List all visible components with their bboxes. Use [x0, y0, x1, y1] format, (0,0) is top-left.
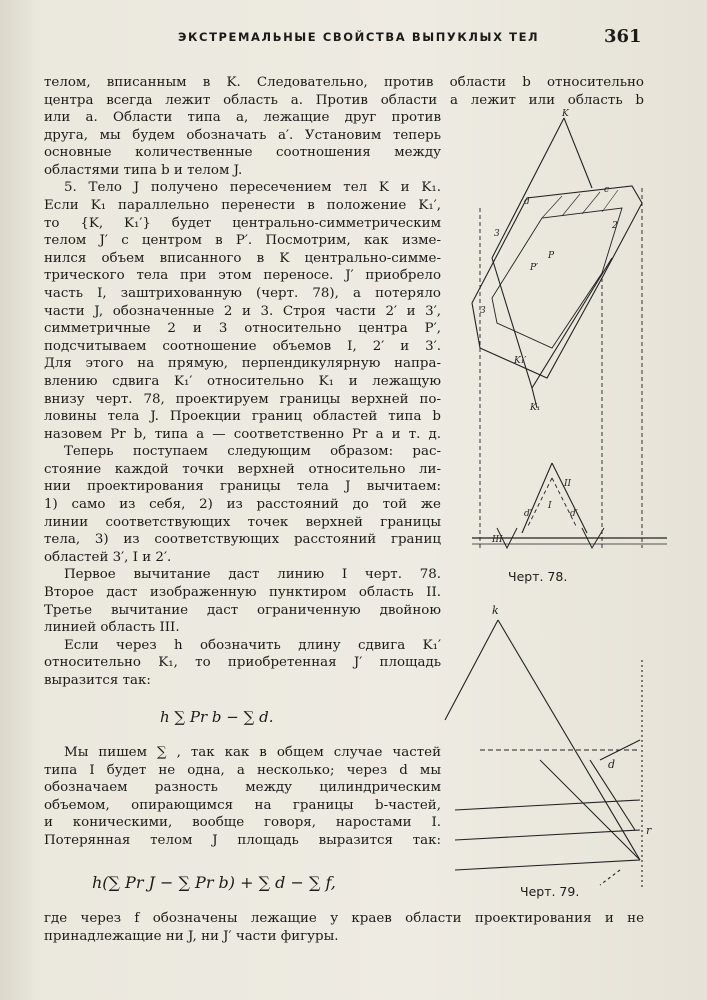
text-line: линией область III. — [44, 620, 180, 636]
text-line: или a. Области типа a, лежащие друг против — [44, 110, 441, 125]
label-II: II — [564, 479, 572, 489]
label-d79: d — [608, 758, 616, 771]
running-title: ЭКСТРЕМАЛЬНЫЕ СВОЙСТВА ВЫПУКЛЫХ ТЕЛ — [178, 30, 540, 44]
label-c: c — [604, 185, 610, 195]
text-line: друга, мы будем обозначать a′. Установим теперь — [44, 127, 441, 143]
text-line: ловины тела J. Проекции границ областей типа b — [44, 409, 441, 425]
text-line: влению сдвига K₁′ относительно K₁ и лежащую — [44, 373, 441, 389]
figure-78-caption: Черт. 78. — [508, 569, 568, 584]
text-line: телом J′ с центром в P′. Посмотрим, как изме- — [44, 233, 441, 249]
text-line: и коническими, вообще говоря, наростами I. — [44, 815, 441, 831]
text-line: то {K, K₁′} будет центрально-симметрическим — [44, 215, 441, 231]
text-line: типа I будет не одна, а несколько; через d мы — [44, 762, 441, 778]
text-line: принадлежащие ни J, ни J′ части фигуры. — [44, 928, 339, 944]
text-line: объемом, опирающимся на границы b-частей, — [44, 797, 441, 813]
main-column-lower — [44, 744, 441, 850]
text-line: тела, 3) из соответствующих расстояний границ — [44, 532, 441, 548]
formula-2: h(∑ Pr J − ∑ Pr b) + ∑ d − ∑ f, — [92, 873, 336, 892]
text-line: где через f обозначены лежащие у краев области проектирования и не — [44, 911, 644, 926]
text-line: нии проектирования границы тела J вычитаем: — [44, 479, 441, 495]
label-dpp: d′ — [570, 509, 578, 519]
text-line: Третье вычитание даст ограниченную двойною — [44, 602, 441, 618]
label-K1p: K₁′ — [514, 356, 527, 366]
label-Pp: P′ — [530, 263, 539, 273]
text-line: телом, вписанным в K. Следовательно, против области b относительно — [44, 75, 644, 90]
text-line: центра всегда лежит область a. Против области a лежит или область b — [44, 92, 644, 108]
text-line: Мы пишем ∑ , так как в общем случае частей — [64, 745, 441, 760]
text-line: назовем Pr b, типа a — соответственно Pr a и т. д. — [44, 426, 441, 442]
text-line: областями типа b и телом J. — [44, 162, 243, 178]
formula-1: h ∑ Pr b − ∑ d. — [160, 708, 274, 726]
text-line: Потерянная телом J площадь выразится так: — [44, 832, 441, 848]
text-line: основные количественные соотношения между — [44, 145, 441, 161]
label-d: d — [524, 197, 530, 207]
text-line: трического тела при этом переносе. J′ приобрело — [44, 268, 441, 284]
label-III: III — [492, 535, 503, 545]
text-line: внизу черт. 78, проектируем границы верхней по- — [44, 391, 441, 407]
label-K1: K₁ — [530, 403, 541, 413]
text-line: часть I, заштрихованную (черт. 78), а потеряло — [44, 285, 441, 301]
figure-79 — [440, 600, 665, 890]
text-line: областей 3′, I и 2′. — [44, 549, 172, 565]
final-paragraph — [44, 910, 644, 945]
main-column — [44, 109, 441, 690]
label-r79: r — [646, 824, 652, 837]
text-line: симметричные 2 и 3 относительно центра P′, — [44, 321, 441, 337]
label-2: 2 — [612, 221, 618, 231]
label-dp: d′ — [524, 509, 532, 519]
text-line: обозначаем разность между цилиндрическим — [44, 780, 441, 796]
text-line: относительно K₁, то приобретенная J′ площадь — [44, 655, 441, 671]
text-line: Если через h обозначить длину сдвига K₁′ — [64, 637, 441, 653]
text-line: 1) само из себя, 2) из расстояний до той же — [44, 497, 441, 513]
text-line: Второе даст изображенную пунктиром область II. — [44, 585, 441, 601]
text-line: 5. Тело J получено пересечением тел K и K₁. — [64, 180, 441, 196]
text-line: линии соответствующих точек верхней границы — [44, 514, 441, 530]
label-3b: 3 — [480, 306, 486, 316]
text-line: Для этого на прямую, перпендикулярную напра- — [44, 356, 441, 372]
text-line: подсчитываем соотношение объемов I, 2′ и 3′. — [44, 338, 441, 354]
label-k79: k — [492, 604, 499, 617]
label-3a: 3 — [494, 229, 500, 239]
text-line: выразится так: — [44, 673, 151, 688]
paragraph-1-wide — [44, 74, 644, 109]
label-I: I — [548, 501, 552, 511]
label-P: P — [548, 251, 555, 261]
label-k: K — [562, 109, 569, 119]
text-line: Первое вычитание даст линию I черт. 78. — [64, 567, 441, 583]
text-line: Теперь поступаем следующим образом: рас- — [64, 444, 441, 460]
text-line: Если K₁ параллельно перенести в положение K₁′, — [44, 197, 441, 213]
text-line: нился объем вписанного в K центрально-симме- — [44, 250, 441, 266]
text-line: части J, обозначенные 2 и 3. Строя части 2′ и 3′, — [44, 303, 441, 319]
figure-78 — [452, 108, 677, 568]
text-line: стояние каждой точки верхней относительно ли- — [44, 461, 441, 477]
page-number: 361 — [604, 26, 642, 47]
figure-79-caption: Черт. 79. — [520, 884, 580, 899]
